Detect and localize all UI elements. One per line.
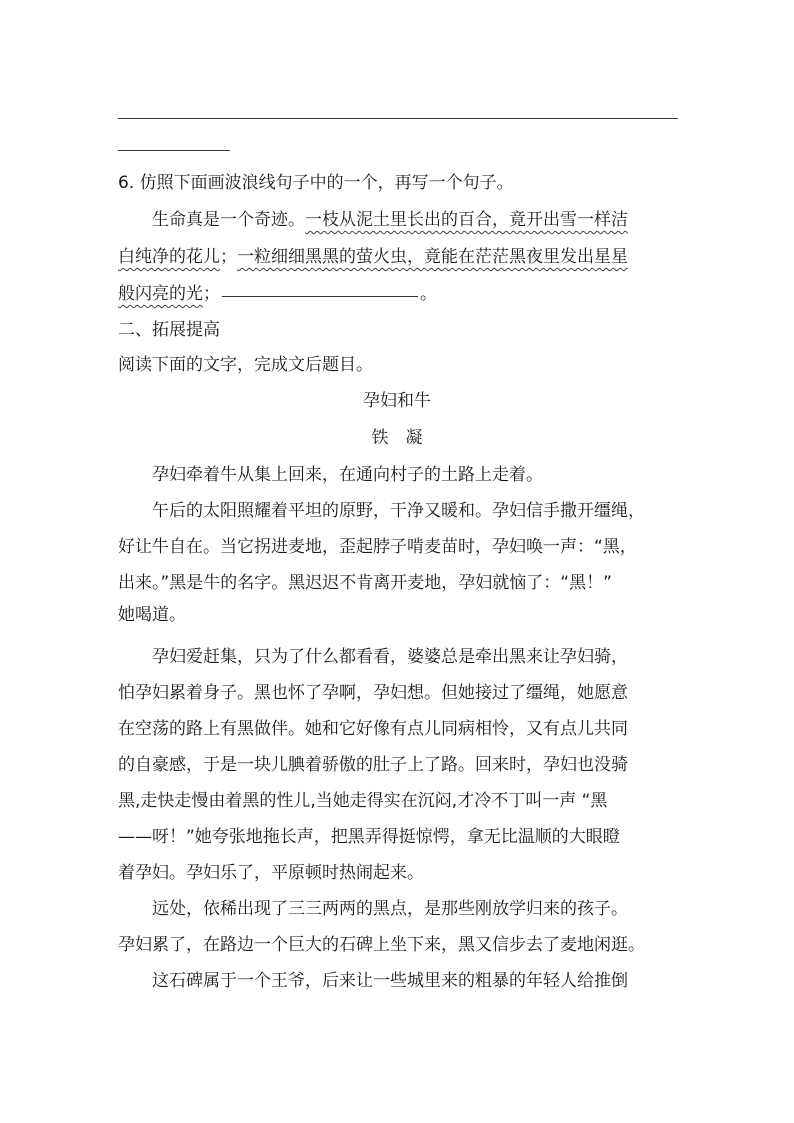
article-line: 午后的太阳照耀着平坦的原野，干净又暖和。孕妇信手撒开缰绳，: [152, 501, 645, 521]
article-line: 孕妇爱赶集，只为了什么都看看，婆婆总是牵出黑来让孕妇骑，: [152, 647, 628, 667]
question-6-example-line-1: [152, 208, 628, 232]
separator-2: ；: [203, 284, 220, 304]
question-6-prompt: 6. 仿照下面画波浪线句子中的一个，再写一个句子。: [118, 173, 514, 193]
wavy-sentence-1-end: 白纯净的花儿: [118, 247, 220, 267]
article-line: ——呀！”她夸张地拖长声，把黑弄得挺惊愕，拿无比温顺的大眼瞪: [118, 827, 620, 847]
article-line: 孕妇牵着牛从集上回来，在通向村子的土路上走着。: [152, 465, 543, 485]
answer-line-long: [118, 118, 678, 119]
reading-instruction: 阅读下面的文字，完成文后题目。: [118, 355, 373, 375]
article-line: 这石碑属于一个王爷，后来让一些城里来的粗暴的年轻人给推倒: [152, 971, 628, 991]
article-line: 出来。”黑是牛的名字。黑迟迟不肯离开麦地，孕妇就恼了：“黑！”: [118, 573, 612, 593]
article-line: 远处，依稀出现了三三两两的黑点，是那些刚放学归来的孩子。: [152, 899, 628, 919]
article-line: 黑,走快走慢由着黑的性儿,当她走得实在沉闷,才冷不丁叫一声 “黑: [118, 791, 608, 811]
question-6-example-line-2: [118, 245, 628, 269]
article-line: 的自豪感，于是一块儿腆着骄傲的肚子上了路。回来时，孕妇也没骑: [118, 755, 628, 775]
article-line: 在空荡的路上有黑做伴。她和它好像有点儿同病相怜，又有点儿共同: [118, 719, 628, 739]
article-author: 铁 凝: [371, 428, 423, 448]
article-line: 她喝道。: [118, 605, 186, 625]
example-lead: 生命真是一个奇迹。: [152, 210, 305, 230]
article-line: 怕孕妇累着身子。黑也怀了孕啊，孕妇想。但她接过了缰绳，她愿意: [118, 683, 628, 703]
wavy-sentence-2: 一粒细细黑黑的萤火虫，竟能在茫茫黑夜里发出星星: [237, 247, 628, 267]
section-heading: 二、拓展提高: [118, 320, 220, 340]
answer-blank[interactable]: [222, 295, 418, 297]
separator: ；: [220, 247, 237, 267]
article-line: 孕妇累了，在路边一个巨大的石碑上坐下来，黑又信步去了麦地闲逛。: [118, 935, 645, 955]
article-line: 好让牛自在。当它拐进麦地，歪起脖子啃麦苗时，孕妇唤一声：“黑，: [118, 537, 637, 557]
question-6-example-line-3: [118, 282, 437, 306]
answer-line-short: [118, 150, 230, 151]
article-title: 孕妇和牛: [363, 391, 431, 411]
article-line: 着孕妇。孕妇乐了，平原顿时热闹起来。: [118, 863, 424, 883]
wavy-sentence-2-end: 般闪亮的光: [118, 284, 203, 304]
wavy-sentence-1: 一枝从泥土里长出的百合，竟开出雪一样洁: [305, 210, 628, 230]
period: 。: [420, 284, 437, 304]
